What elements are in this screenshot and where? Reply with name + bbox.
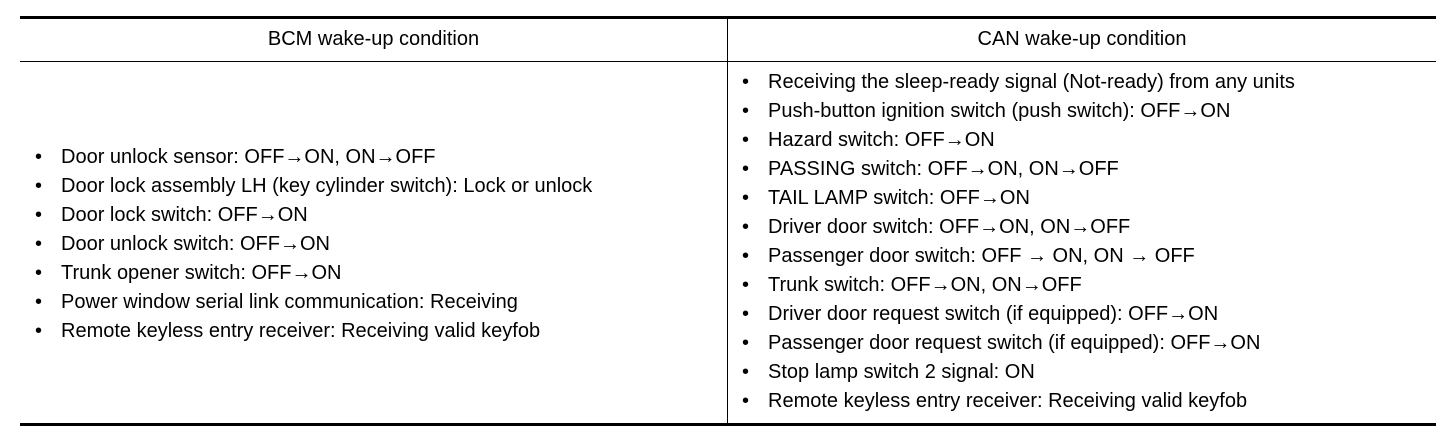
bullet-icon: • bbox=[742, 361, 750, 383]
bullet-icon: • bbox=[742, 245, 750, 267]
bullet-icon: • bbox=[35, 203, 43, 226]
bullet-icon: • bbox=[742, 390, 750, 412]
bullet-icon: • bbox=[35, 261, 43, 284]
bullet-icon: • bbox=[742, 187, 750, 209]
bullet-icon: • bbox=[35, 319, 43, 342]
list-item bbox=[20, 143, 592, 172]
list-item bbox=[728, 271, 1436, 300]
list-item bbox=[728, 184, 1436, 213]
condition-text: Remote keyless entry receiver: Receiving valid keyfob bbox=[768, 390, 1248, 412]
list-item bbox=[728, 358, 1436, 387]
condition-text: Driver door switch: OFF→ON, ON→OFF bbox=[768, 216, 1131, 238]
bullet-icon: • bbox=[742, 216, 750, 238]
bcm-header: BCM wake-up condition bbox=[267, 28, 480, 50]
condition-text: Trunk switch: OFF→ON, ON→OFF bbox=[768, 274, 1082, 296]
bullet-icon: • bbox=[742, 158, 750, 180]
can-header: CAN wake-up condition bbox=[977, 28, 1187, 50]
condition-text: TAIL LAMP switch: OFF→ON bbox=[768, 187, 1030, 209]
list-item bbox=[728, 68, 1436, 97]
bullet-icon: • bbox=[35, 174, 43, 197]
bullet-icon: • bbox=[742, 332, 750, 354]
list-item bbox=[728, 155, 1436, 184]
list-item bbox=[728, 329, 1436, 358]
condition-text: Stop lamp switch 2 signal: ON bbox=[768, 361, 1035, 383]
condition-text: Driver door request switch (if equipped): OFF→ON bbox=[768, 303, 1219, 325]
condition-text: Passenger door switch: OFF → ON, ON → OFF bbox=[768, 245, 1195, 267]
bullet-icon: • bbox=[742, 274, 750, 296]
list-item bbox=[728, 126, 1436, 155]
can-conditions-cell bbox=[728, 62, 1436, 426]
wake-up-conditions-table bbox=[20, 16, 1436, 426]
list-item bbox=[20, 230, 592, 259]
bcm-conditions-list bbox=[20, 143, 592, 346]
list-item bbox=[728, 242, 1436, 271]
condition-text: Passenger door request switch (if equipped): OFF→ON bbox=[768, 332, 1261, 354]
list-item bbox=[20, 259, 592, 288]
condition-text: Power window serial link communication: Receiving bbox=[61, 290, 518, 313]
condition-text: Trunk opener switch: OFF→ON bbox=[61, 261, 342, 284]
bullet-icon: • bbox=[35, 145, 43, 168]
bcm-conditions-cell bbox=[20, 62, 727, 426]
condition-text: Door lock assembly LH (key cylinder switch): Lock or unlock bbox=[61, 174, 593, 197]
list-item bbox=[728, 387, 1436, 416]
list-item bbox=[20, 201, 592, 230]
condition-text: Door lock switch: OFF→ON bbox=[61, 203, 308, 226]
list-item bbox=[728, 213, 1436, 242]
bullet-icon: • bbox=[742, 100, 750, 122]
bullet-icon: • bbox=[742, 303, 750, 325]
condition-text: Remote keyless entry receiver: Receiving valid keyfob bbox=[61, 319, 541, 342]
can-conditions-list bbox=[728, 68, 1436, 416]
condition-text: Door unlock switch: OFF→ON bbox=[61, 232, 330, 255]
condition-text: Hazard switch: OFF→ON bbox=[768, 129, 995, 151]
list-item bbox=[20, 317, 592, 346]
condition-text: Door unlock sensor: OFF→ON, ON→OFF bbox=[61, 145, 436, 168]
bullet-icon: • bbox=[35, 232, 43, 255]
list-item bbox=[728, 300, 1436, 329]
bullet-icon: • bbox=[742, 71, 750, 93]
condition-text: Push-button ignition switch (push switch): OFF→ON bbox=[768, 100, 1231, 122]
condition-text: Receiving the sleep-ready signal (Not-ready) from any units bbox=[768, 71, 1295, 93]
condition-text: PASSING switch: OFF→ON, ON→OFF bbox=[768, 158, 1119, 180]
bullet-icon: • bbox=[742, 129, 750, 151]
list-item bbox=[728, 97, 1436, 126]
list-item bbox=[20, 288, 592, 317]
list-item bbox=[20, 172, 592, 201]
bullet-icon: • bbox=[35, 290, 43, 313]
table-header-row bbox=[20, 19, 1436, 62]
